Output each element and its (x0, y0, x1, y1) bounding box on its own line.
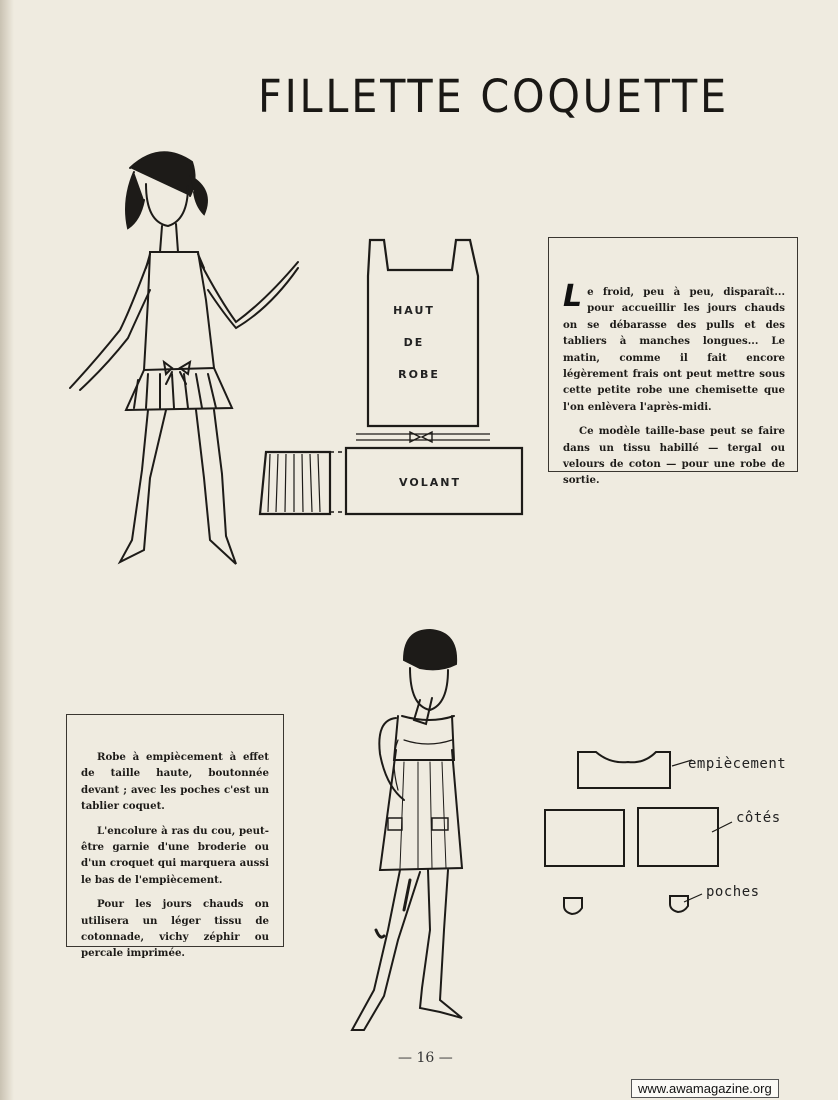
empiecement-label: empiècement (688, 756, 787, 772)
cotes-piece-left (545, 810, 624, 866)
page-title: FILLETTE COQUETTE (258, 70, 729, 124)
description-top-paragraph-2: Ce modèle taille-base peut se faire dans un tissu habillé — tergal ou velours de coton — pour une robe de sortie. (563, 425, 785, 487)
description-top-paragraph-1: Le froid, peu à peu, disparaît... pour accueillir les jours chauds on se débarasse des pulls et des tabliers à manches longues... Le matin, comme il fait encore légèrement frais ont peut mettre sous cette petite robe une chemisette que l'on enlèvera l'après-midi. (563, 279, 785, 413)
poches-label: poches (706, 884, 760, 900)
page-number: — 16 — (398, 1050, 453, 1066)
cotes-label: côtés (736, 810, 781, 826)
haut-label-2: DE (403, 336, 425, 349)
drop-cap: L (563, 279, 583, 314)
cotes-piece-right (638, 808, 718, 866)
watermark: www.awamagazine.org (631, 1079, 779, 1098)
description-bottom-paragraph-3: Pour les jours chauds on utilisera un léger tissu de cotonnade, vichy zéphir ou percale imprimée. (81, 898, 269, 960)
description-bottom-paragraph-2: L'encolure à ras du cou, peut-être garnie d'une broderie ou d'un croquet qui marquera aussi le bas de l'empiècement. (81, 824, 269, 886)
description-bottom-paragraph-1: Robe à empiècement à effet de taille haute, boutonnée devant ; avec les poches c'est un tablier coquet. (81, 751, 269, 813)
poche-piece-left (564, 898, 582, 914)
haut-label-1: HAUT (393, 304, 435, 317)
empiecement-piece (578, 752, 670, 788)
poche-piece-right (670, 896, 688, 912)
volant-label: VOLANT (399, 476, 461, 489)
haut-label-3: ROBE (398, 368, 440, 381)
